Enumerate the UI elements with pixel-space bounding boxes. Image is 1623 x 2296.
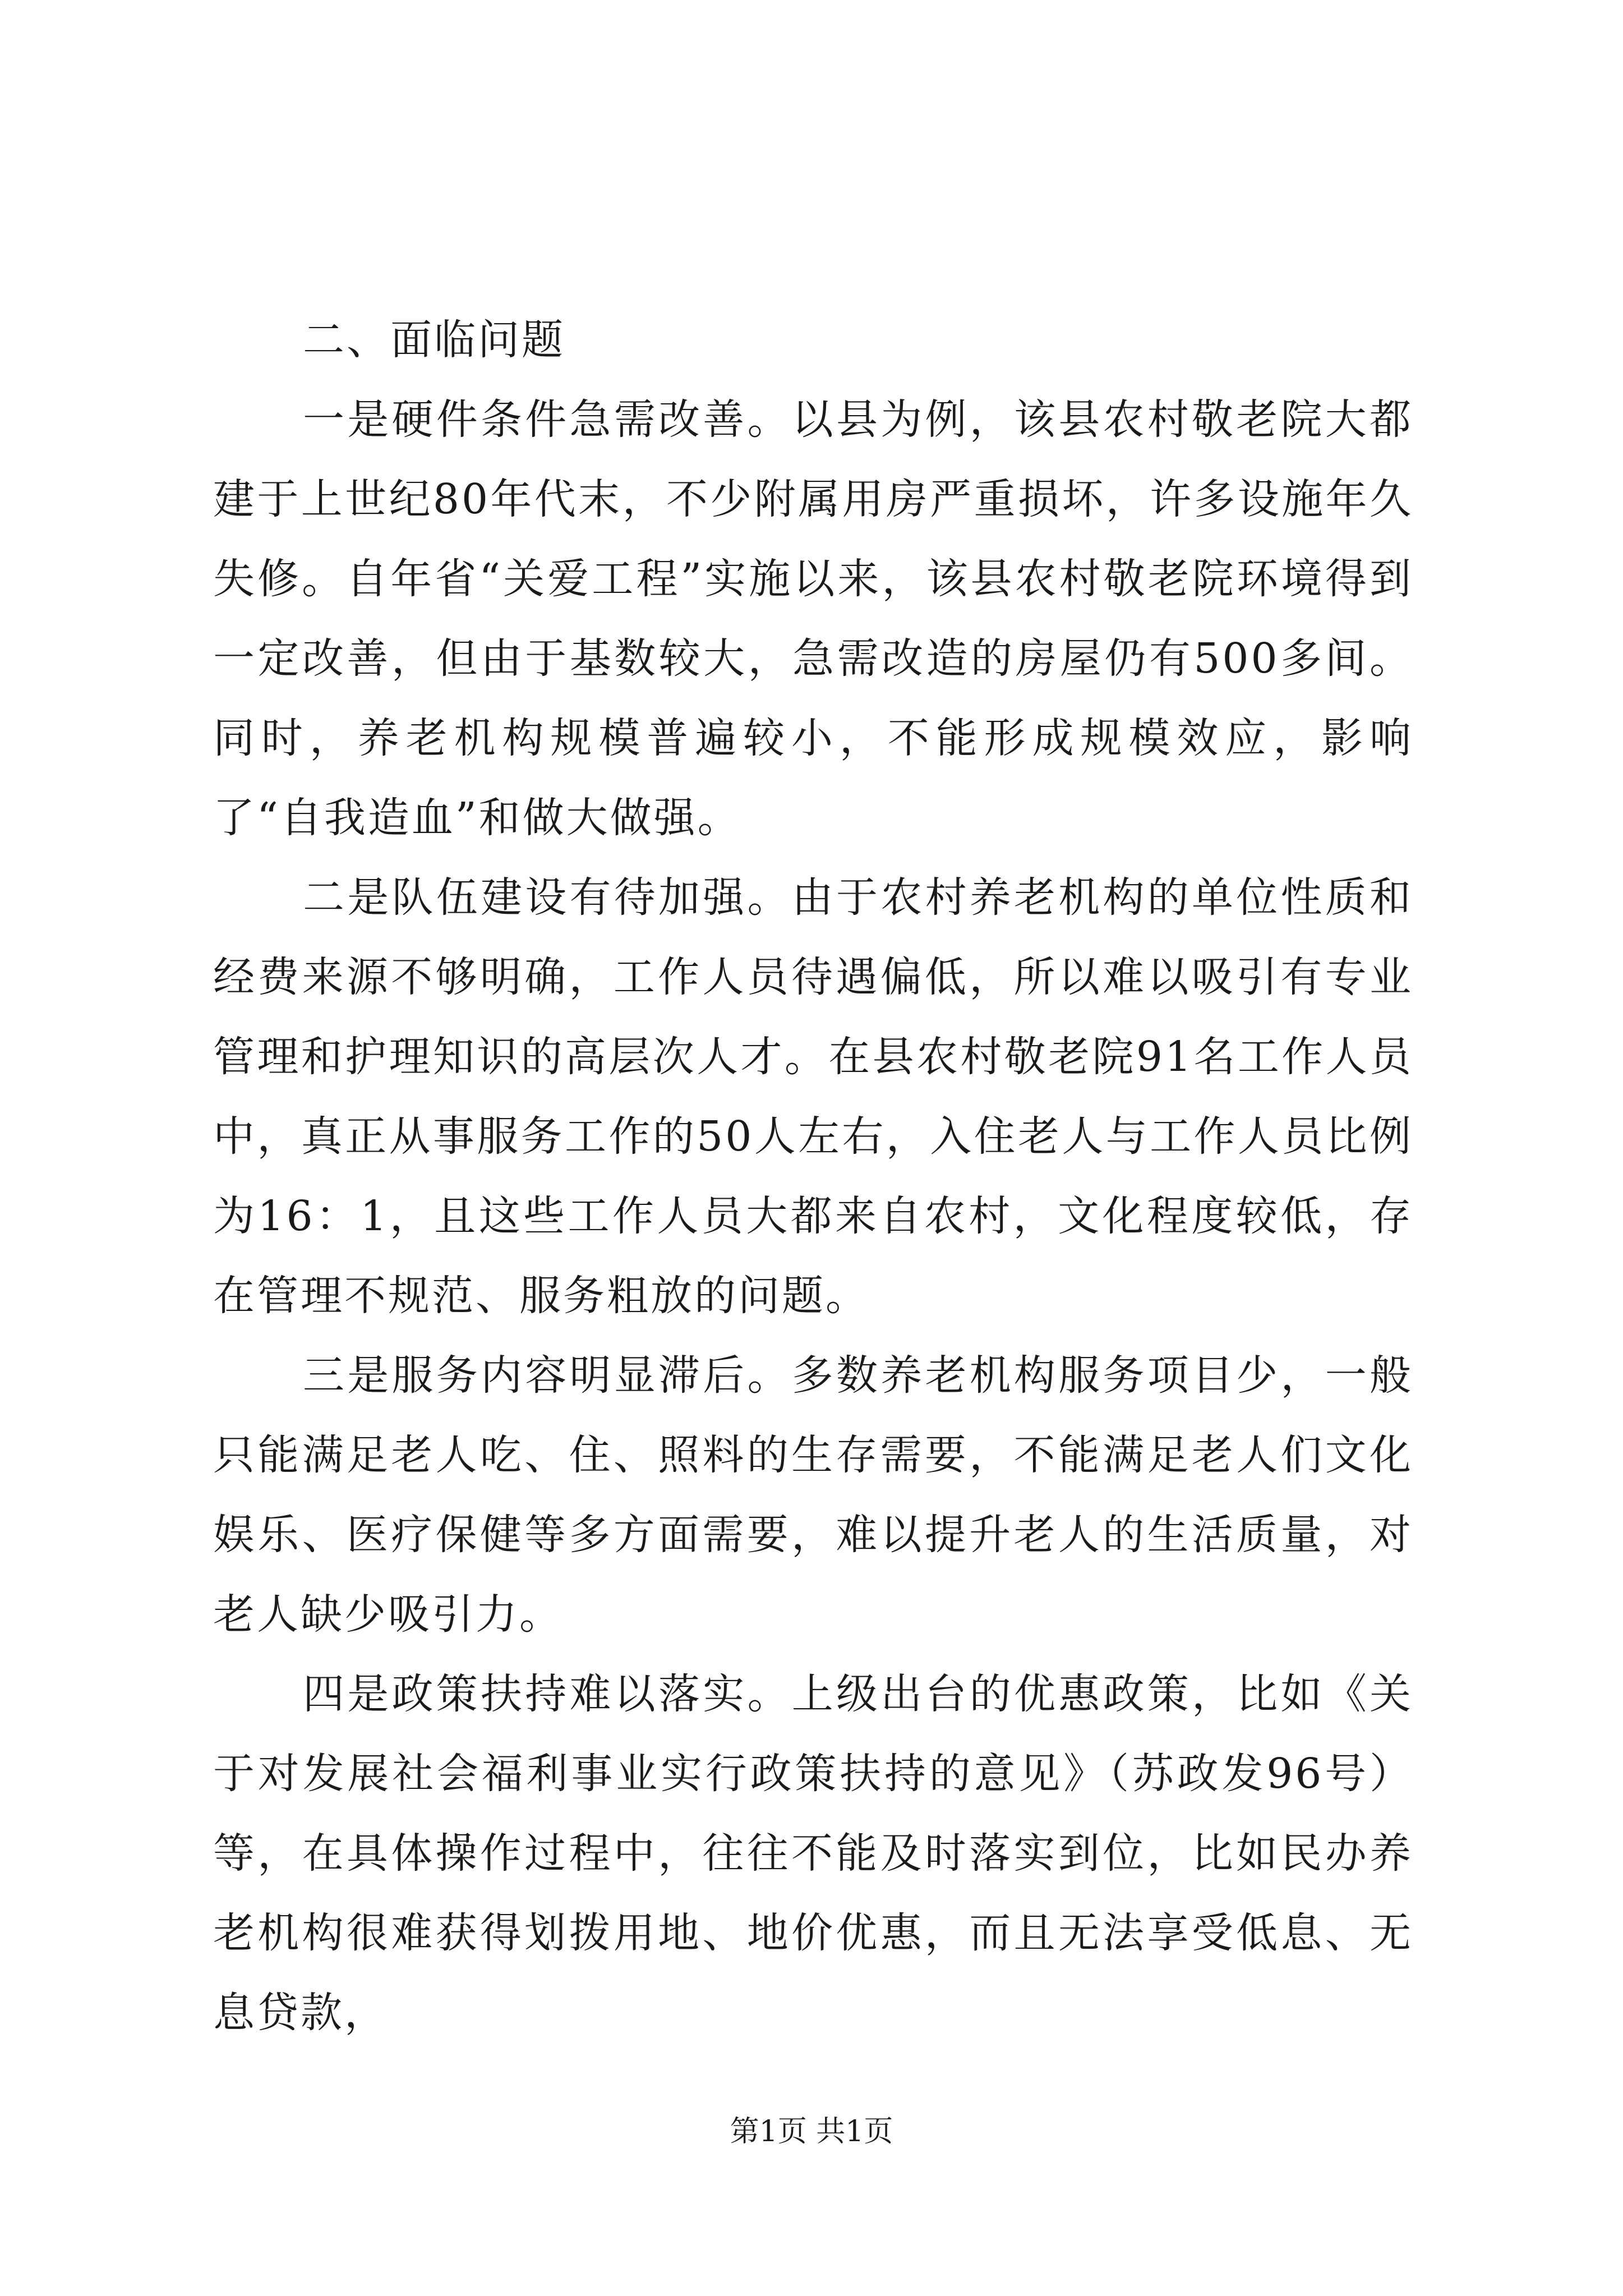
paragraph-policy: 四是政策扶持难以落实。上级出台的优惠政策，比如《关于对发展社会福利事业实行政策扶持的意见》（苏政发96号）等，在具体操作过程中，往往不能及时落实到位，比如民办养老机构很难获得划拨用地、地价优惠，而且无法享受低息、无息贷款，	[213, 1670, 1413, 2037]
paragraph-services: 三是服务内容明显滞后。多数养老机构服务项目少，一般只能满足老人吃、住、照料的生存需要，不能满足老人们文化娱乐、医疗保健等多方面需要，难以提升老人的生活质量，对老人缺少吸引力。	[213, 1351, 1413, 1639]
document-body	[213, 300, 1413, 2053]
section-heading: 二、面临问题	[303, 316, 565, 364]
paragraph-hardware: 一是硬件条件急需改善。以县为例，该县农村敬老院大都建于上世纪80年代末，不少附属用房严重损坏，许多设施年久失修。自年省“关爱工程”实施以来，该县农村敬老院环境得到一定改善，但由于基数较大，急需改造的房屋仍有500多间。同时，养老机构规模普遍较小，不能形成规模效应，影响了“自我造血”和做大做强。	[213, 395, 1413, 842]
paragraph-staffing: 二是队伍建设有待加强。由于农村养老机构的单位性质和经费来源不够明确，工作人员待遇偏低，所以难以吸引有专业管理和护理知识的高层次人才。在县农村敬老院91名工作人员中，真正从事服务工作的50人左右，入住老人与工作人员比例为16：1，且这些工作人员大都来自农村，文化程度较低，存在管理不规范、服务粗放的问题。	[213, 873, 1413, 1320]
page-footer: 第1页 共1页	[730, 2115, 893, 2148]
